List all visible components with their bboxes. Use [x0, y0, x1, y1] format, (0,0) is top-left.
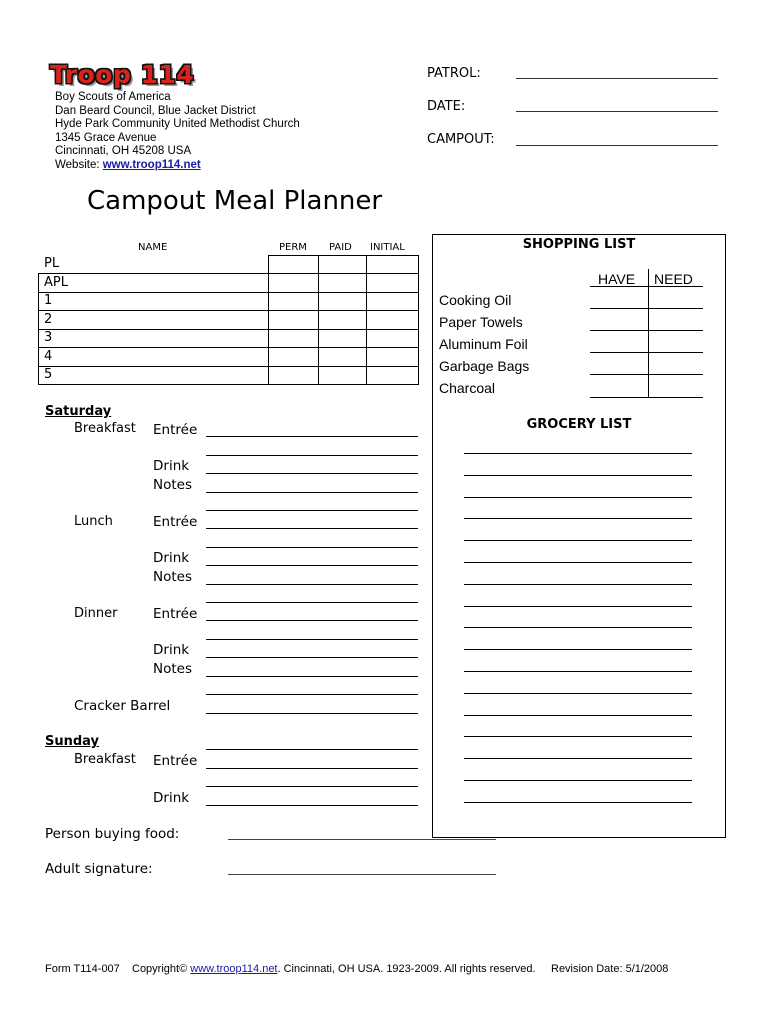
website-line [55, 159, 300, 173]
website-label: Website: [55, 158, 103, 171]
copyright-prefix: Copyright© [132, 963, 188, 975]
grocery-line[interactable] [464, 802, 692, 803]
grocery-line[interactable] [464, 540, 692, 541]
roster-row[interactable] [38, 329, 418, 348]
copyright [132, 963, 536, 975]
roster-row[interactable] [38, 366, 418, 385]
sat-breakfast-notes-line[interactable] [206, 510, 418, 511]
roster-row-label: PL [44, 256, 60, 271]
sat-breakfast-entree-line[interactable] [206, 436, 418, 437]
roster-divider [318, 255, 319, 385]
have-header: HAVE [598, 271, 636, 287]
roster-row[interactable] [38, 255, 418, 274]
roster-row[interactable] [38, 274, 418, 293]
sat-lunch-entree-line[interactable] [206, 528, 418, 529]
notes-label: Notes [153, 569, 192, 585]
sat-lunch-drink-line[interactable] [206, 565, 418, 566]
grocery-line[interactable] [464, 497, 692, 498]
grocery-line[interactable] [464, 715, 692, 716]
adult-signature-label: Adult signature: [45, 861, 153, 877]
sunday-heading: Sunday [45, 734, 100, 749]
roster-row-label: 5 [44, 367, 53, 382]
form-number: Form T114-007 [45, 963, 120, 975]
shopping-item: Charcoal [439, 380, 496, 396]
copyright-link[interactable]: www.troop114.net [190, 963, 278, 975]
adult-signature-field[interactable] [228, 874, 496, 875]
entree-label: Entrée [153, 606, 198, 622]
page-title: Campout Meal Planner [87, 186, 383, 216]
drink-label: Drink [153, 642, 190, 658]
drink-label: Drink [153, 550, 190, 566]
campout-field[interactable] [516, 145, 718, 146]
sat-dinner-drink-line[interactable] [206, 657, 418, 658]
date-field[interactable] [516, 111, 718, 112]
troop-address [55, 91, 300, 172]
grocery-line[interactable] [464, 736, 692, 737]
roster-left-border [38, 274, 39, 385]
campout-label: CAMPOUT: [427, 132, 495, 147]
roster-row-label: 3 [44, 330, 53, 345]
roster-right-border [418, 255, 419, 385]
sat-lunch-label: Lunch [74, 514, 113, 529]
date-label: DATE: [427, 99, 466, 114]
grocery-line[interactable] [464, 758, 692, 759]
grocery-line[interactable] [464, 562, 692, 563]
roster-divider [268, 255, 269, 385]
entree-label: Entrée [153, 753, 198, 769]
roster-row[interactable] [38, 348, 418, 367]
grocery-line[interactable] [464, 518, 692, 519]
notes-label: Notes [153, 477, 192, 493]
website-link[interactable]: www.troop114.net [102, 158, 201, 171]
grocery-line[interactable] [464, 606, 692, 607]
grocery-line[interactable] [464, 780, 692, 781]
address-line: Hyde Park Community United Methodist Church [55, 118, 300, 130]
drink-label: Drink [153, 458, 190, 474]
sat-dinner-notes-line[interactable] [206, 694, 418, 695]
patrol-label: PATROL: [427, 66, 481, 81]
sat-lunch-notes-line[interactable] [206, 602, 418, 603]
notes-label: Notes [153, 661, 192, 677]
copyright-suffix: . Cincinnati, OH USA. 1923-2009. All rights reserved. [277, 963, 536, 975]
grocery-line[interactable] [464, 649, 692, 650]
roster-row-label: 2 [44, 312, 53, 327]
cracker-barrel-label: Cracker Barrel [74, 698, 171, 714]
sat-dinner-entree-line[interactable] [206, 620, 418, 621]
roster-row[interactable] [38, 292, 418, 311]
sat-dinner-label: Dinner [74, 606, 118, 621]
shopping-item: Cooking Oil [439, 292, 512, 308]
address-line: Cincinnati, OH 45208 USA [55, 145, 192, 157]
saturday-heading: Saturday [45, 404, 112, 419]
sat-dinner-entree-line[interactable] [206, 639, 418, 640]
sat-lunch-notes-line[interactable] [206, 584, 418, 585]
shopping-list-title: SHOPPING LIST [522, 237, 636, 252]
sat-dinner-notes-line[interactable] [206, 676, 418, 677]
roster-row-label: 1 [44, 293, 53, 308]
grocery-line[interactable] [464, 453, 692, 454]
grocery-list-title: GROCERY LIST [526, 417, 632, 432]
entree-label: Entrée [153, 514, 198, 530]
sunday-top-line[interactable] [206, 749, 418, 750]
grocery-line[interactable] [464, 475, 692, 476]
sat-breakfast-drink-line[interactable] [206, 473, 418, 474]
entree-label: Entrée [153, 422, 198, 438]
patrol-field[interactable] [516, 78, 718, 79]
col-perm: PERM [279, 242, 307, 253]
roster-row[interactable] [38, 311, 418, 330]
grocery-line[interactable] [464, 627, 692, 628]
grocery-line[interactable] [464, 671, 692, 672]
sat-breakfast-entree-line[interactable] [206, 455, 418, 456]
col-initial: INITIAL [370, 242, 405, 253]
address-line: Boy Scouts of America [55, 91, 171, 103]
grocery-line[interactable] [464, 584, 692, 585]
roster-row-label: 4 [44, 349, 53, 364]
have-need-divider [648, 269, 649, 398]
shopping-item-line[interactable] [590, 330, 703, 331]
shopping-item-line[interactable] [590, 374, 703, 375]
grocery-line[interactable] [464, 693, 692, 694]
shopping-item-line[interactable] [590, 308, 703, 309]
roster-row-label: APL [44, 275, 68, 290]
sun-breakfast-entree-line[interactable] [206, 768, 418, 769]
col-paid: PAID [329, 242, 352, 253]
address-line: 1345 Grace Avenue [55, 131, 157, 144]
drink-label: Drink [153, 790, 190, 806]
person-buying-field[interactable] [228, 839, 496, 840]
shopping-item: Garbage Bags [439, 358, 530, 374]
need-header: NEED [654, 271, 693, 287]
have-need-header-line [590, 286, 703, 287]
col-name: NAME [138, 242, 168, 253]
sat-breakfast-label: Breakfast [74, 421, 136, 436]
shopping-item: Aluminum Foil [439, 336, 528, 352]
address-line: Dan Beard Council, Blue Jacket District [55, 104, 256, 117]
shopping-item: Paper Towels [439, 314, 523, 330]
person-buying-label: Person buying food: [45, 826, 180, 842]
roster-divider [366, 255, 367, 385]
cracker-barrel-line[interactable] [206, 713, 418, 714]
shopping-item-line[interactable] [590, 352, 703, 353]
sat-lunch-entree-line[interactable] [206, 547, 418, 548]
sun-breakfast-drink-line[interactable] [206, 805, 418, 806]
sun-breakfast-label: Breakfast [74, 752, 136, 767]
shopping-item-line[interactable] [590, 397, 703, 398]
revision-date: Revision Date: 5/1/2008 [551, 963, 669, 975]
sat-breakfast-notes-line[interactable] [206, 492, 418, 493]
troop-logo: Troop 114 [50, 60, 195, 89]
sun-breakfast-entree-line[interactable] [206, 786, 418, 787]
